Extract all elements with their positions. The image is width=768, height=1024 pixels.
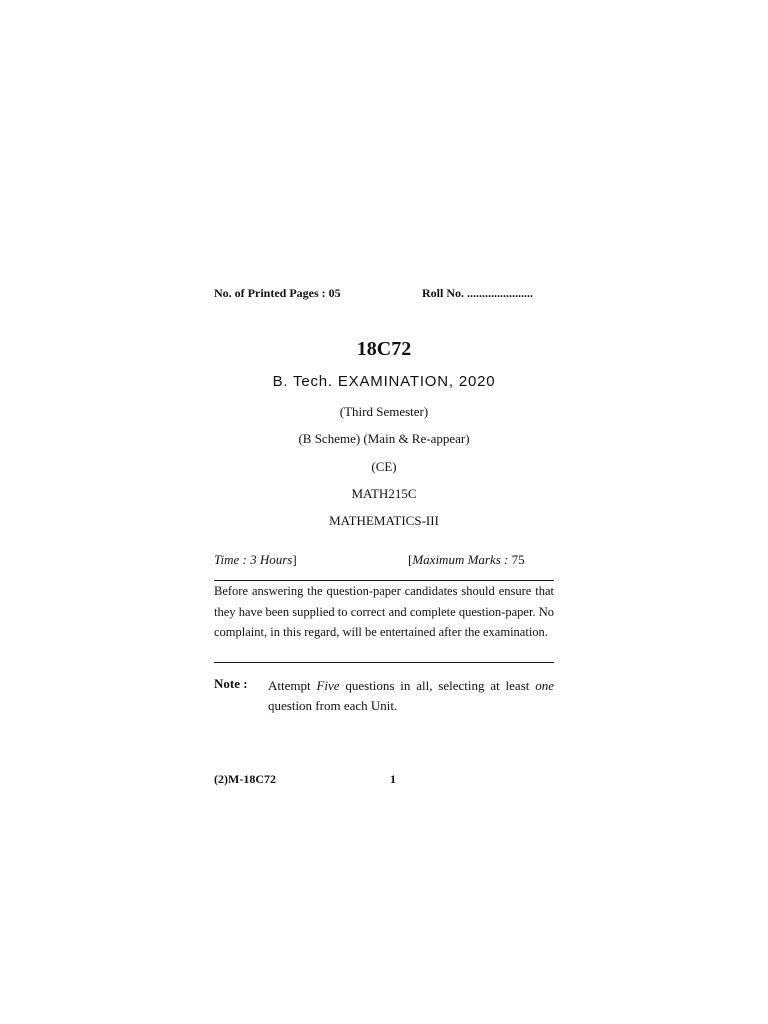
note-label: Note : <box>214 676 248 691</box>
note-text-part: Attempt <box>268 678 311 693</box>
marks-value: 75 <box>511 552 525 567</box>
scheme: (B Scheme) (Main & Re-appear) <box>298 431 470 446</box>
branch: (CE) <box>371 459 397 474</box>
footer-code: (2)M-18C72 <box>214 772 276 786</box>
time-bracket: ] <box>292 552 297 567</box>
note-text-part: questions in all, selecting at least <box>345 678 530 693</box>
time-label: Time : 3 Hours <box>214 552 293 567</box>
printed-pages-count: No. of Printed Pages : 05 <box>214 286 341 300</box>
note-text <box>268 676 554 716</box>
subject-title: MATHEMATICS-III <box>329 513 439 528</box>
course-code: MATH215C <box>351 486 417 501</box>
note-emphasis-one: one <box>535 678 554 693</box>
exam-title: B. Tech. EXAMINATION, 2020 <box>272 373 496 390</box>
note-emphasis-five: Five <box>316 678 340 693</box>
marks-bracket: [ <box>408 552 413 567</box>
instructions-paragraph: Before answering the question-paper candidates should ensure that they have been supplied to correct and complete question-paper. No complaint, in this regard, will be entertained after the examination. <box>214 584 554 640</box>
page-number: 1 <box>390 772 396 786</box>
time-allowed <box>214 552 297 568</box>
semester: (Third Semester) <box>339 404 429 419</box>
roll-number-field: Roll No. ...................... <box>422 286 533 300</box>
bottom-divider <box>214 662 554 663</box>
marks-label: Maximum Marks : <box>412 552 509 567</box>
maximum-marks <box>408 552 525 568</box>
paper-code: 18C72 <box>356 338 412 360</box>
note-text-part: question from each Unit. <box>268 698 398 713</box>
